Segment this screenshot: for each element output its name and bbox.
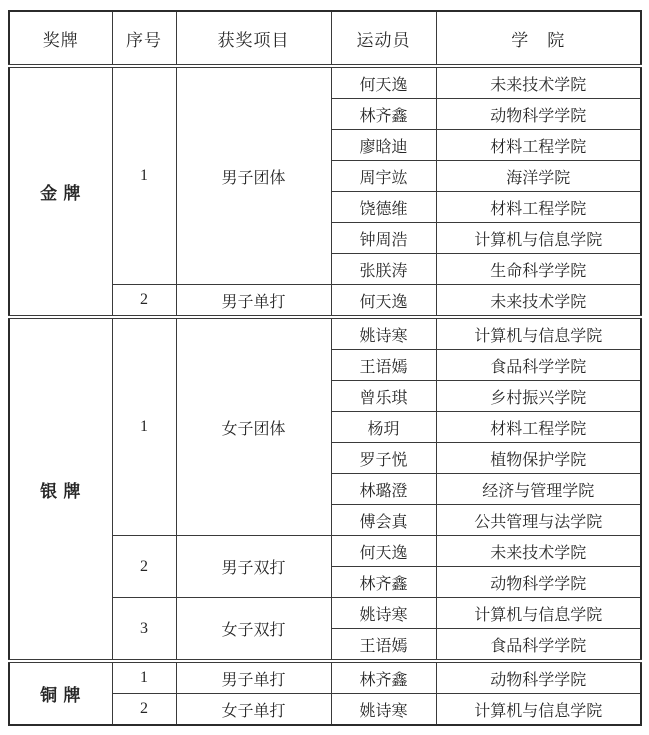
college-cell: 公共管理与法学院 bbox=[436, 505, 641, 536]
college-cell: 材料工程学院 bbox=[436, 192, 641, 223]
sequence-cell: 1 bbox=[112, 317, 176, 536]
table-header bbox=[9, 11, 641, 66]
athlete-name-cell: 饶德维 bbox=[331, 192, 436, 223]
college-cell: 食品科学学院 bbox=[436, 629, 641, 662]
athlete-name-cell: 廖晗迪 bbox=[331, 130, 436, 161]
college-cell: 动物科学学院 bbox=[436, 567, 641, 598]
athlete-name-cell: 何天逸 bbox=[331, 285, 436, 318]
athlete-name-cell: 王语嫣 bbox=[331, 629, 436, 662]
table-row bbox=[9, 317, 641, 350]
college-cell: 材料工程学院 bbox=[436, 412, 641, 443]
medal-cell: 铜 牌 bbox=[9, 661, 112, 725]
column-header-1: 序号 bbox=[112, 11, 176, 66]
athlete-name-cell: 林齐鑫 bbox=[331, 99, 436, 130]
college-cell: 乡村振兴学院 bbox=[436, 381, 641, 412]
event-cell: 男子单打 bbox=[176, 285, 331, 318]
athlete-name-cell: 何天逸 bbox=[331, 66, 436, 99]
college-cell: 计算机与信息学院 bbox=[436, 598, 641, 629]
athlete-name-cell: 姚诗寒 bbox=[331, 694, 436, 726]
college-cell: 植物保护学院 bbox=[436, 443, 641, 474]
event-cell: 男子单打 bbox=[176, 661, 331, 694]
column-header-3: 运动员 bbox=[331, 11, 436, 66]
sequence-cell: 1 bbox=[112, 66, 176, 285]
college-cell: 食品科学学院 bbox=[436, 350, 641, 381]
athlete-name-cell: 林齐鑫 bbox=[331, 567, 436, 598]
medal-cell: 金 牌 bbox=[9, 66, 112, 317]
table-header-row bbox=[9, 11, 641, 66]
column-header-4: 学 院 bbox=[436, 11, 641, 66]
medal-award-table bbox=[8, 10, 642, 726]
college-cell: 计算机与信息学院 bbox=[436, 223, 641, 254]
event-cell: 男子双打 bbox=[176, 536, 331, 598]
athlete-name-cell: 王语嫣 bbox=[331, 350, 436, 381]
athlete-name-cell: 傅会真 bbox=[331, 505, 436, 536]
athlete-name-cell: 林齐鑫 bbox=[331, 661, 436, 694]
athlete-name-cell: 姚诗寒 bbox=[331, 598, 436, 629]
column-header-0: 奖牌 bbox=[9, 11, 112, 66]
table-row bbox=[9, 66, 641, 99]
sequence-cell: 2 bbox=[112, 694, 176, 726]
college-cell: 未来技术学院 bbox=[436, 536, 641, 567]
college-cell: 计算机与信息学院 bbox=[436, 694, 641, 726]
college-cell: 材料工程学院 bbox=[436, 130, 641, 161]
college-cell: 动物科学学院 bbox=[436, 99, 641, 130]
event-cell: 女子团体 bbox=[176, 317, 331, 536]
athlete-name-cell: 林璐澄 bbox=[331, 474, 436, 505]
athlete-name-cell: 曾乐琪 bbox=[331, 381, 436, 412]
college-cell: 动物科学学院 bbox=[436, 661, 641, 694]
sequence-cell: 1 bbox=[112, 661, 176, 694]
medal-cell: 银 牌 bbox=[9, 317, 112, 661]
athlete-name-cell: 钟周浩 bbox=[331, 223, 436, 254]
athlete-name-cell: 罗子悦 bbox=[331, 443, 436, 474]
table-row bbox=[9, 661, 641, 694]
college-cell: 未来技术学院 bbox=[436, 66, 641, 99]
event-cell: 女子双打 bbox=[176, 598, 331, 662]
sequence-cell: 2 bbox=[112, 285, 176, 318]
college-cell: 海洋学院 bbox=[436, 161, 641, 192]
sequence-cell: 2 bbox=[112, 536, 176, 598]
column-header-2: 获奖项目 bbox=[176, 11, 331, 66]
college-cell: 经济与管理学院 bbox=[436, 474, 641, 505]
sequence-cell: 3 bbox=[112, 598, 176, 662]
college-cell: 未来技术学院 bbox=[436, 285, 641, 318]
table-body bbox=[9, 66, 641, 725]
athlete-name-cell: 何天逸 bbox=[331, 536, 436, 567]
college-cell: 计算机与信息学院 bbox=[436, 317, 641, 350]
athlete-name-cell: 周宇竑 bbox=[331, 161, 436, 192]
event-cell: 男子团体 bbox=[176, 66, 331, 285]
event-cell: 女子单打 bbox=[176, 694, 331, 726]
athlete-name-cell: 张朕涛 bbox=[331, 254, 436, 285]
athlete-name-cell: 姚诗寒 bbox=[331, 317, 436, 350]
college-cell: 生命科学学院 bbox=[436, 254, 641, 285]
athlete-name-cell: 杨玥 bbox=[331, 412, 436, 443]
